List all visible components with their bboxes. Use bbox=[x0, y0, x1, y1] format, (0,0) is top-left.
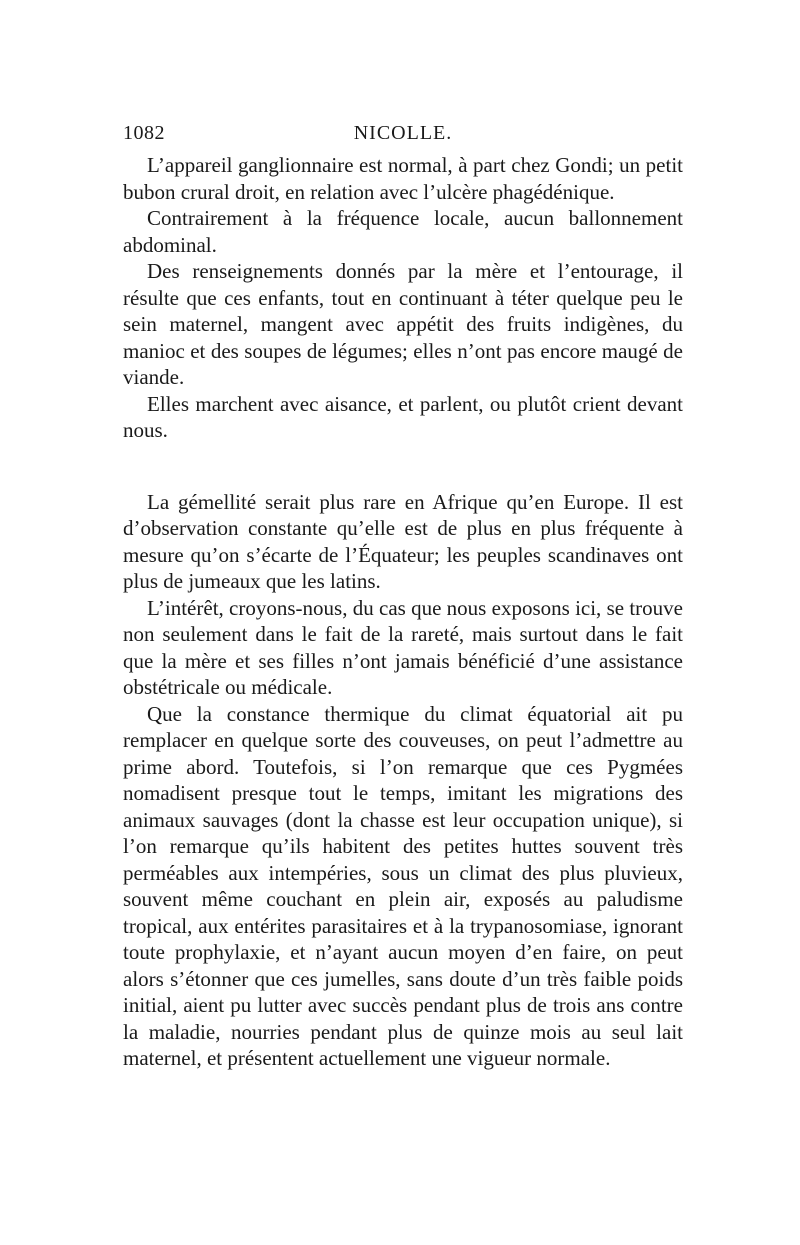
section-break bbox=[123, 444, 683, 489]
paragraph: L’appareil ganglionnaire est normal, à part chez Gondi; un petit bubon crural droit, en relation avec l’ulcère phagédénique. bbox=[123, 153, 683, 204]
paragraph: Que la constance thermique du climat équatorial ait pu remplacer en quelque sorte des couveuses, on peut l’admettre au prime abord. Toutefois, si l’on remarque que ces Pygmées nomadisent presque tout le temps, imitant les migrations des animaux sauvages (dont la chasse est leur occupation unique), si l’on remarque qu’ils habitent des petites huttes souvent très perméables aux intempéries, sous un climat des plus pluvieux, souvent même couchant en plein air, exposés au paludisme tropical, aux entérites parasitaires et à la trypanosomiase, ignorant toute prophylaxie, et n’ayant aucun moyen d’en faire, on peut alors s’étonner que ces jumelles, sans doute d’un très faible poids initial, aient pu lutter avec succès pendant plus de trois ans contre la maladie, nourries pendant plus de quinze mois au seul lait maternel, et présentent actuellement une vigueur normale. bbox=[123, 701, 683, 1070]
paragraph: Des renseignements donnés par la mère et l’entourage, il résulte que ces enfants, tout en continuant à téter quelque peu le sein maternel, mangent avec appétit des fruits indigènes, du manioc et des soupes de légumes; elles n’ont pas encore maugé de viande. bbox=[123, 259, 683, 389]
page-header bbox=[123, 118, 683, 148]
paragraph: Contrairement à la fréquence locale, aucun ballonnement abdominal. bbox=[123, 206, 683, 257]
paragraph: Elles marchent avec aisance, et parlent, ou plutôt crient devant nous. bbox=[123, 391, 683, 442]
paragraph: L’intérêt, croyons-nous, du cas que nous exposons ici, se trouve non seulement dans le fait de la rareté, mais surtout dans le fait que la mère et ses filles n’ont jamais bénéficié d’une assistance obstétricale ou médicale. bbox=[123, 595, 683, 699]
paragraph: La gémellité serait plus rare en Afrique qu’en Europe. Il est d’observation constante qu’elle est de plus en plus fréquente à mesure qu’on s’écarte de l’Équateur; les peuples scandinaves ont plus de jumeaux que les latins. bbox=[123, 489, 683, 593]
running-head: NICOLLE. bbox=[353, 122, 453, 144]
page-number: 1082 bbox=[123, 122, 165, 144]
body-text bbox=[123, 152, 683, 1072]
